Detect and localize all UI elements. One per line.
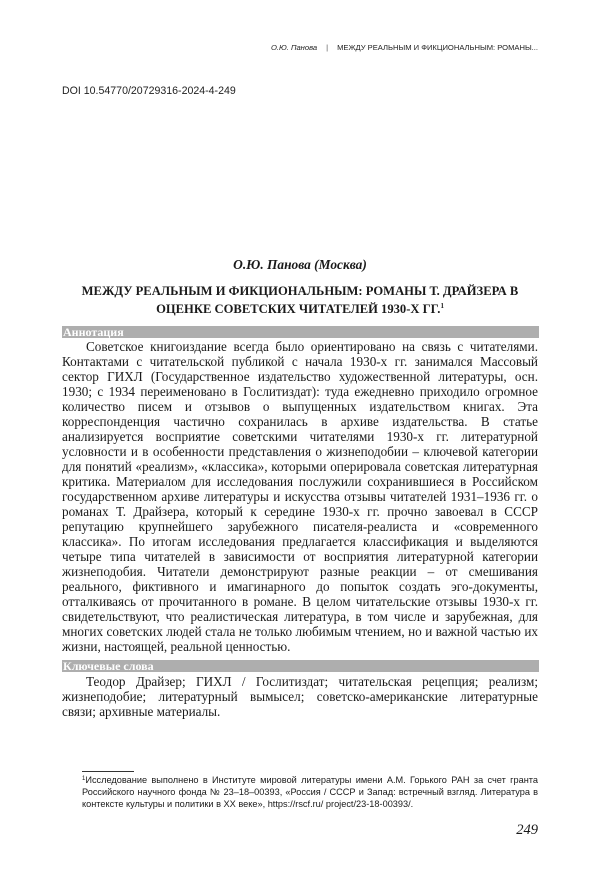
footnote-rule [82, 771, 134, 772]
footnote-marker: 1 [82, 776, 86, 782]
annotation-text: Советское книгоиздание всегда было ориентировано на связь с читателями. Контактами с читательской публикой с начала 1930-х гг. занимался Массовый сектор ГИХЛ (Государственное издательство художественной литературы, осн. 1930; с 1934 переименовано в Гослитиздат): туда ежедневно приходило огромное количество писем и отзывов о выпущенных издательством книгах. Эта корреспонденция частично сохранилась в архиве издательства. В статье анализируется восприятие советскими читателями 1930-х гг. литературной условности и в особенности представления о жизнеподобии – ключевой категории для понятий «реализм», «классика», которыми оперировала советская литературная критика. Материалом для исследования послужили сохранившиеся в Российском государственном архиве литературы и искусства отзывы читателей 1931–1936 гг. о романах Т. Драйзера, который к середине 1930-х гг. прочно завоевал в СССР репутацию крупнейшего зарубежного писателя-реалиста и «современного классика». По итогам исследования предлагается классификация и выделяются четыре типа читателей в зависимости от восприятия литературной категории жизнеподобия. Читатели демонстрируют разные реакции – от смешивания реального, фиктивного и имагинарного до попыток создать эго-документы, отталкиваясь от прочитанного в романе. В целом читательские отзывы 1930-х гг. свидетельствуют, что реалистическая литература, в том числе и зарубежная, для многих советских людей стала не только любимым чтением, но и важной частью их жизни, настоящей, реальной ценностью. [62, 339, 538, 654]
title-footnote-marker: 1 [440, 302, 444, 310]
page-number: 249 [516, 822, 538, 838]
doi: DOI 10.54770/20729316-2024-4-249 [62, 85, 236, 97]
article-title-text: МЕЖДУ РЕАЛЬНЫМ И ФИКЦИОНАЛЬНЫМ: РОМАНЫ Т. ДРАЙЗЕРА В ОЦЕНКЕ СОВЕТСКИХ ЧИТАТЕЛЕЙ 1930-Х ГГ. [81, 284, 519, 316]
article-title [62, 284, 538, 317]
footnote [82, 773, 538, 810]
annotation-heading: Аннотация [62, 326, 539, 338]
running-head-author: О.Ю. Панова [270, 43, 318, 52]
running-head-title: МЕЖДУ РЕАЛЬНЫМ И ФИКЦИОНАЛЬНЫМ: РОМАНЫ... [337, 43, 538, 52]
running-head-separator: | [326, 43, 329, 52]
author-byline: О.Ю. Панова (Москва) [233, 257, 367, 272]
footnote-text: Исследование выполнено в Институте мировой литературы имени А.М. Горького РАН за счет гранта Российского научного фонда № 23–18–00393, «Россия / СССР и Запад: встречный взгляд. Литература в контексте культуры и политики в XX веке», https://rscf.ru/ project/23-18-00393/. [82, 775, 538, 809]
keywords-text: Теодор Драйзер; ГИХЛ / Гослитиздат; читательская рецепция; реализм; жизнеподобие; литературный вымысел; советско-американские литературные связи; архивные материалы. [62, 674, 538, 719]
keywords-heading: Ключевые слова [62, 660, 539, 672]
running-head [271, 43, 538, 52]
